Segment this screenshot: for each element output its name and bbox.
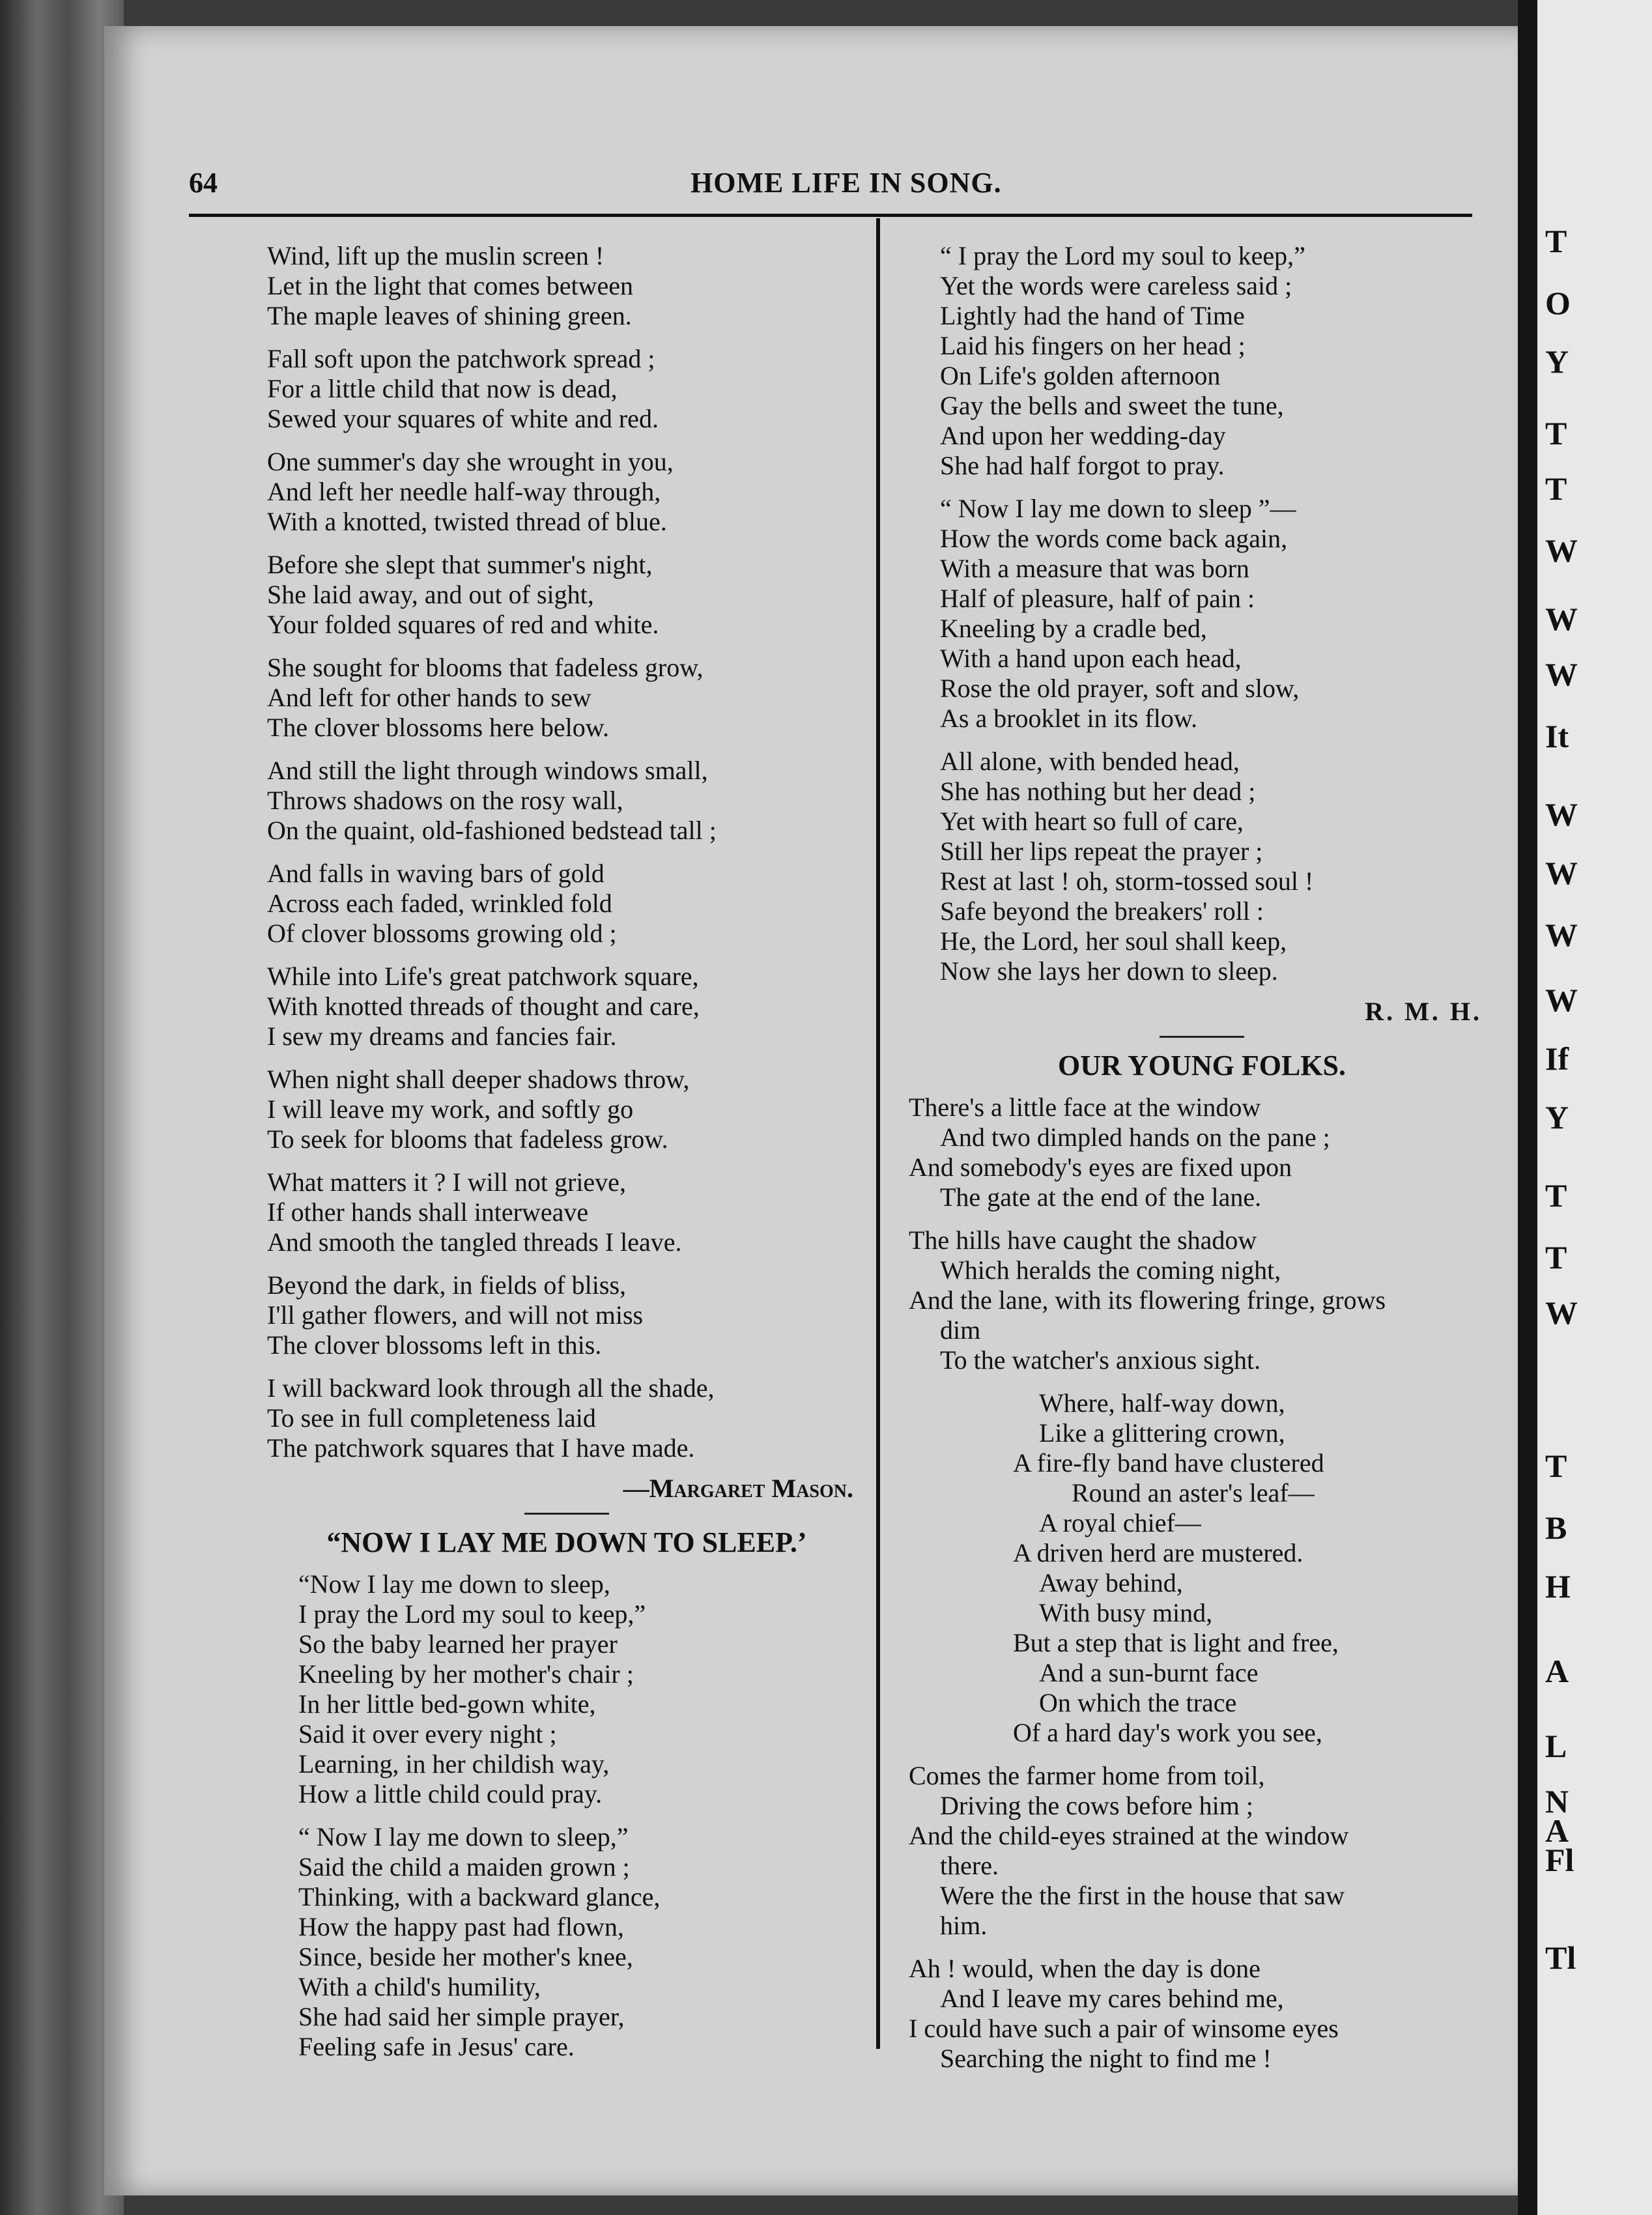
poem-line: I could have such a pair of winsome eyes: [909, 2014, 1339, 2043]
stanza: [909, 241, 1495, 481]
poem-line: She had half forgot to pray.: [940, 451, 1225, 480]
poem-line: On which the trace: [1039, 1688, 1237, 1717]
poem-line: Gay the bells and sweet the tune,: [940, 391, 1284, 420]
next-page-letter: A: [1545, 1653, 1569, 1689]
poem-line: The clover blossoms here below.: [267, 713, 610, 742]
poem-signature: R. M. H.: [1365, 997, 1482, 1026]
poem-line: But a step that is light and free,: [1013, 1628, 1339, 1657]
poem-line: To the watcher's anxious sight.: [940, 1345, 1261, 1375]
stanza: [909, 1225, 1495, 1375]
poem-line: Like a glittering crown,: [1039, 1418, 1285, 1448]
poem-line: Throws shadows on the rosy wall,: [267, 786, 623, 815]
next-page-letter: W: [1545, 601, 1578, 637]
next-page-letter: Y: [1545, 1099, 1569, 1136]
poem-line: I pray the Lord my soul to keep,”: [298, 1599, 646, 1629]
poem-line: Your folded squares of red and white.: [267, 610, 659, 639]
poem-line: Were the the first in the house that saw: [940, 1881, 1345, 1910]
stanza: [267, 241, 866, 331]
next-page-letter: T: [1545, 415, 1567, 451]
stanza: [267, 1270, 866, 1360]
poem-line: To seek for blooms that fadeless grow.: [267, 1124, 668, 1154]
stanza: [267, 962, 866, 1051]
stanza: [267, 344, 866, 434]
next-page-letter: W: [1545, 1294, 1578, 1331]
poem-line: “ Now I lay me down to sleep,”: [298, 1822, 629, 1851]
poem-line: On Life's golden afternoon: [940, 361, 1221, 390]
prayer-poem-part1: [267, 1569, 866, 2062]
next-page-letter: W: [1545, 532, 1578, 569]
stanza: [267, 1373, 866, 1463]
stanza: [267, 1065, 866, 1154]
poem-line: there.: [940, 1851, 999, 1880]
poem-line: With a measure that was born: [940, 554, 1249, 583]
next-page-letter: Y: [1545, 343, 1569, 380]
stanza: [267, 1569, 866, 1809]
poem-line: And I leave my cares behind me,: [940, 1984, 1284, 2013]
poem-line: He, the Lord, her soul shall keep,: [940, 926, 1287, 956]
poem-line: The patchwork squares that I have made.: [267, 1433, 695, 1463]
poem-line: And left for other hands to sew: [267, 683, 591, 712]
stanza: [909, 1093, 1495, 1212]
poem-line: With a child's humility,: [298, 1972, 541, 2001]
poem-signature: —Margaret Mason.: [623, 1474, 853, 1503]
next-page-letter: W: [1545, 656, 1578, 693]
poem-line: Laid his fingers on her head ;: [940, 331, 1246, 360]
poem-line: Said it over every night ;: [298, 1719, 557, 1749]
section-divider: [524, 1513, 609, 1515]
poem-title: OUR YOUNG FOLKS.: [1057, 1050, 1346, 1081]
poem-line: And falls in waving bars of gold: [267, 859, 605, 888]
poem-line: The clover blossoms left in this.: [267, 1330, 602, 1360]
poem-line: Half of pleasure, half of pain :: [940, 584, 1255, 613]
poem-line: I will leave my work, and softly go: [267, 1094, 634, 1124]
poem-line: I'll gather flowers, and will not miss: [267, 1300, 644, 1330]
poem-line: “Now I lay me down to sleep,: [298, 1569, 610, 1599]
next-page-letter: A: [1545, 1812, 1569, 1849]
young-folks-poem: [909, 1093, 1495, 2074]
poem-line: Searching the night to find me !: [940, 2044, 1272, 2073]
poem-line: And a sun-burnt face: [1039, 1658, 1259, 1687]
poem-line: How the happy past had flown,: [298, 1912, 624, 1941]
next-page-letter: T: [1545, 1448, 1567, 1484]
poem-line: Let in the light that comes between: [267, 271, 634, 300]
poem-line: “ Now I lay me down to sleep ”—: [940, 494, 1296, 523]
next-page-letter: T: [1545, 1177, 1567, 1214]
next-page-letter: N: [1545, 1783, 1569, 1820]
poem-line: Which heralds the coming night,: [940, 1255, 1281, 1285]
poem-line: Across each faded, wrinkled fold: [267, 889, 612, 918]
poem-line: Of a hard day's work you see,: [1013, 1718, 1322, 1747]
poem-line: How the words come back again,: [940, 524, 1288, 553]
poem-line: Beyond the dark, in fields of bliss,: [267, 1270, 627, 1300]
poem-title: “NOW I LAY ME DOWN TO SLEEP.’: [326, 1526, 807, 1558]
next-page-letter: T: [1545, 1239, 1567, 1276]
next-page-letter: Fl: [1545, 1842, 1574, 1878]
running-title: HOME LIFE IN SONG.: [691, 167, 1002, 199]
poem-line: Still her lips repeat the prayer ;: [940, 836, 1263, 866]
poem-line: I will backward look through all the shade,: [267, 1373, 715, 1403]
poem-line: Feeling safe in Jesus' care.: [298, 2032, 575, 2061]
poem-line: She has nothing but her dead ;: [940, 777, 1256, 806]
poem-line: Of clover blossoms growing old ;: [267, 919, 617, 948]
next-page-letter: W: [1545, 796, 1578, 833]
stanza: [267, 653, 866, 743]
next-page-letter: O: [1545, 285, 1571, 321]
next-page-letter: Tl: [1545, 1939, 1576, 1976]
poem-line: And somebody's eyes are fixed upon: [909, 1152, 1292, 1182]
poem-line: Driving the cows before him ;: [940, 1791, 1253, 1820]
column-divider: [876, 218, 880, 2049]
poem-line: Kneeling by her mother's chair ;: [298, 1659, 634, 1689]
poem-line: In her little bed-gown white,: [298, 1689, 596, 1719]
poem-line: Sewed your squares of white and red.: [267, 404, 659, 433]
stanza: [267, 550, 866, 640]
stanza: [267, 756, 866, 846]
right-column: [909, 241, 1495, 2087]
poem-line: Round an aster's leaf—: [1072, 1478, 1315, 1508]
poem-line: When night shall deeper shadows throw,: [267, 1065, 690, 1094]
poem-line: Rose the old prayer, soft and slow,: [940, 674, 1300, 703]
header-rule: [189, 214, 1472, 217]
poem-line: How a little child could pray.: [298, 1779, 603, 1808]
poem-line: She laid away, and out of sight,: [267, 580, 594, 609]
poem-line: And smooth the tangled threads I leave.: [267, 1227, 682, 1257]
poem-line: And upon her wedding-day: [940, 421, 1226, 450]
poem-line: Lightly had the hand of Time: [940, 301, 1245, 330]
poem-line: And still the light through windows small,: [267, 756, 708, 785]
poem-line: A driven herd are mustered.: [1013, 1538, 1303, 1567]
poem-line: The hills have caught the shadow: [909, 1225, 1257, 1255]
poem-line: dim: [940, 1315, 981, 1345]
poem-line: As a brooklet in its flow.: [940, 704, 1198, 733]
poem-line: So the baby learned her prayer: [298, 1629, 618, 1659]
poem-line: I sew my dreams and fancies fair.: [267, 1022, 617, 1051]
stanza: [267, 1822, 866, 2062]
poem-line: And two dimpled hands on the pane ;: [940, 1122, 1330, 1152]
stanza: [267, 859, 866, 949]
next-page-edge: [1537, 0, 1652, 2215]
stanza: [267, 1167, 866, 1257]
next-page-letter: T: [1545, 223, 1567, 259]
poem-line: “ I pray the Lord my soul to keep,”: [940, 241, 1305, 270]
poem-line: All alone, with bended head,: [940, 747, 1240, 776]
poem-line: The gate at the end of the lane.: [940, 1182, 1262, 1212]
stanza: [267, 447, 866, 537]
poem-line: Away behind,: [1039, 1568, 1183, 1597]
poem-line: She sought for blooms that fadeless grow,: [267, 653, 704, 682]
poem-line: Rest at last ! oh, storm-tossed soul !: [940, 866, 1314, 896]
poem-line: With knotted threads of thought and care,: [267, 992, 700, 1021]
poem-line: What matters it ? I will not grieve,: [267, 1167, 626, 1197]
poem-line: There's a little face at the window: [909, 1093, 1261, 1122]
left-column: [267, 241, 866, 2075]
poem-line: Comes the farmer home from toil,: [909, 1761, 1265, 1790]
stanza: [909, 1954, 1495, 2074]
poem-line: Yet with heart so full of care,: [940, 807, 1244, 836]
poem-line: Since, beside her mother's knee,: [298, 1942, 633, 1971]
poem-line: With a hand upon each head,: [940, 644, 1242, 673]
poem-line: On the quaint, old-fashioned bedstead tall ;: [267, 816, 717, 845]
poem-line: If other hands shall interweave: [267, 1197, 589, 1227]
next-page-letter: W: [1545, 855, 1578, 891]
poem-line: him.: [940, 1911, 988, 1940]
page-gutter: [1518, 0, 1537, 2215]
next-page-letter: W: [1545, 982, 1578, 1018]
poem-line: Ah ! would, when the day is done: [909, 1954, 1260, 1983]
poem-line: Now she lays her down to sleep.: [940, 956, 1278, 986]
poem-line: Learning, in her childish way,: [298, 1749, 610, 1779]
next-page-letter: B: [1545, 1509, 1567, 1546]
poem-line: Thinking, with a backward glance,: [298, 1882, 661, 1911]
stanza: [909, 494, 1495, 734]
poem-line: Before she slept that summer's night,: [267, 550, 653, 579]
poem-line: And left her needle half-way through,: [267, 477, 661, 506]
stanza: [909, 1388, 1495, 1748]
poem-line: Kneeling by a cradle bed,: [940, 614, 1207, 643]
poem-line: Where, half-way down,: [1039, 1388, 1285, 1418]
stanza: [909, 747, 1495, 986]
page-number: 64: [189, 167, 218, 199]
poem-line: Wind, lift up the muslin screen !: [267, 241, 605, 270]
poem-line: With busy mind,: [1039, 1598, 1213, 1627]
poem-line: A fire-fly band have clustered: [1013, 1448, 1324, 1478]
prayer-poem-part2: [909, 241, 1495, 986]
poem-line: The maple leaves of shining green.: [267, 301, 632, 330]
poem-line: Said the child a maiden grown ;: [298, 1852, 630, 1881]
next-page-letter: H: [1545, 1568, 1571, 1605]
poem-line: Safe beyond the breakers' roll :: [940, 896, 1264, 926]
poem-line: Yet the words were careless said ;: [940, 271, 1292, 300]
next-page-letter: If: [1545, 1040, 1569, 1077]
poem-line: While into Life's great patchwork square,: [267, 962, 699, 991]
poem-line: Fall soft upon the patchwork spread ;: [267, 344, 655, 373]
poem-line: To see in full completeness laid: [267, 1403, 596, 1433]
section-divider: [1160, 1036, 1244, 1038]
stanza: [909, 1761, 1495, 1941]
next-page-letter: T: [1545, 470, 1567, 507]
poem-line: And the child-eyes strained at the window: [909, 1821, 1349, 1850]
poem-line: With a knotted, twisted thread of blue.: [267, 507, 667, 536]
next-page-letter: L: [1545, 1728, 1567, 1764]
next-page-letter: W: [1545, 917, 1578, 953]
poem-line: She had said her simple prayer,: [298, 2002, 625, 2031]
patchwork-poem: [267, 241, 866, 1463]
poem-line: For a little child that now is dead,: [267, 374, 618, 403]
poem-line: One summer's day she wrought in you,: [267, 447, 674, 476]
poem-line: And the lane, with its flowering fringe, grows: [909, 1285, 1386, 1315]
next-page-letter: It: [1545, 718, 1569, 754]
poem-line: A royal chief—: [1039, 1508, 1201, 1537]
